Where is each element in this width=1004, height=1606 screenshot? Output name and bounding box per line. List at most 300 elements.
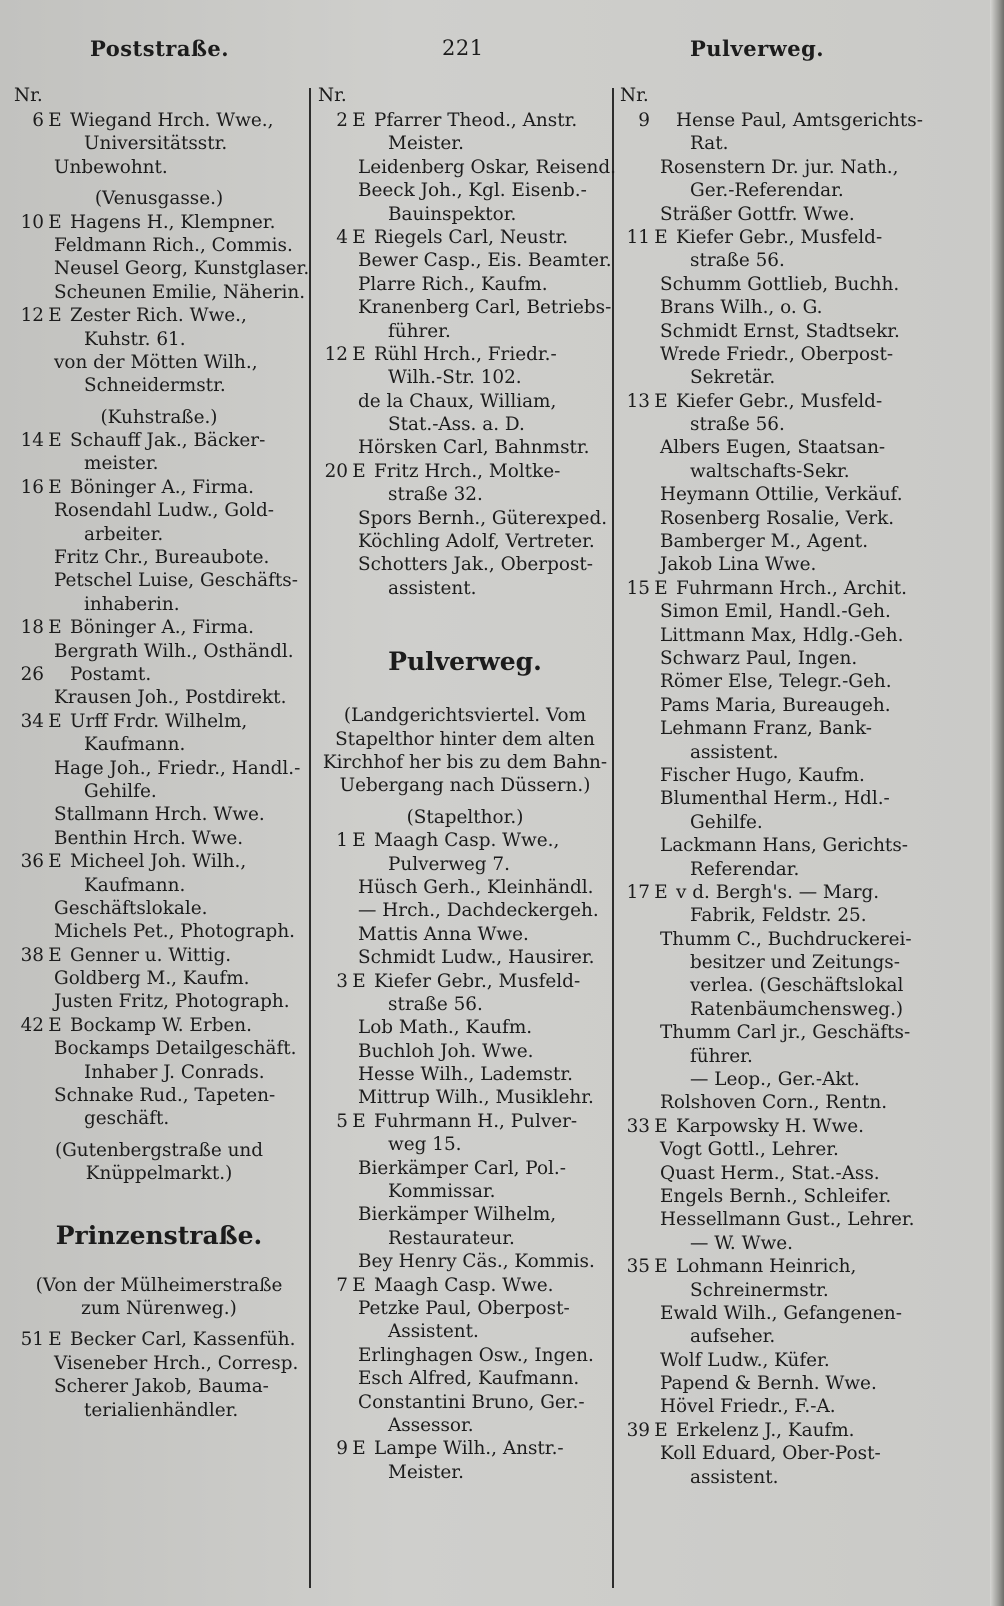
resident-name: Simon Emil, Handl.-Geh. bbox=[660, 601, 891, 623]
house-number: 7 bbox=[336, 1274, 348, 1296]
house-number: 9 bbox=[336, 1438, 348, 1460]
continuation-line: Kaufmann. bbox=[84, 734, 186, 756]
resident-name: Wiegand Hrch. Wwe., bbox=[70, 110, 274, 131]
owner-mark: E bbox=[48, 1329, 62, 1351]
continuation-line: Kuhstr. 61. bbox=[84, 328, 186, 350]
resident-name: Fuhrmann Hrch., Archit. bbox=[676, 577, 908, 599]
resident-line bbox=[318, 923, 612, 946]
resident-name: Fritz Hrch., Moltke- bbox=[374, 460, 561, 482]
house-number: 4 bbox=[336, 226, 348, 248]
resident-line bbox=[14, 156, 304, 179]
owner-mark: E bbox=[352, 830, 366, 852]
resident-line bbox=[620, 928, 920, 951]
resident-line bbox=[14, 827, 304, 850]
resident-line bbox=[14, 1375, 304, 1398]
house-number: 6 bbox=[32, 110, 44, 131]
resident-name: Hesse Wilh., Lademstr. bbox=[358, 1064, 573, 1086]
owner-mark: E bbox=[352, 1438, 366, 1460]
resident-name: Spors Bernh., Güterexped. bbox=[358, 507, 608, 529]
owner-mark: E bbox=[48, 1014, 62, 1036]
resident-line bbox=[318, 1203, 612, 1226]
owner-mark: E bbox=[654, 577, 668, 599]
resident-name: Schumm Gottlieb, Buchh. bbox=[660, 273, 900, 295]
resident-name: Leidenberg Oskar, Reisend. bbox=[358, 156, 617, 178]
resident-name: Littmann Max, Hdlg.-Geh. bbox=[660, 624, 904, 646]
continuation-line: Bauinspektor. bbox=[388, 203, 517, 225]
owner-mark: E bbox=[48, 617, 62, 639]
continuation-line: straße 56. bbox=[388, 993, 483, 1015]
owner-mark: E bbox=[48, 851, 62, 873]
resident-name: Lob Math., Kaufm. bbox=[358, 1017, 533, 1039]
resident-line bbox=[318, 1297, 612, 1320]
resident-line bbox=[318, 436, 612, 459]
resident-name: Rühl Hrch., Friedr.- bbox=[374, 343, 557, 365]
column-1 bbox=[14, 84, 310, 1422]
resident-name: Koll Eduard, Ober-Post- bbox=[660, 1443, 881, 1465]
page-header bbox=[90, 36, 854, 66]
owner-mark: E bbox=[352, 226, 366, 248]
owner-mark: E bbox=[654, 1419, 668, 1441]
house-number: 33 bbox=[626, 1115, 650, 1137]
continuation-line: Assessor. bbox=[388, 1414, 474, 1436]
resident-line bbox=[620, 694, 920, 717]
resident-name: Michels Pet., Photograph. bbox=[54, 921, 296, 943]
resident-name: Mittrup Wilh., Musiklehr. bbox=[358, 1087, 594, 1109]
continuation-line: Gehilfe. bbox=[690, 811, 763, 833]
resident-name: Neusel Georg, Kunstglaser. bbox=[54, 258, 310, 280]
resident-name: Scherer Jakob, Bauma- bbox=[54, 1376, 269, 1398]
house-number: 3 bbox=[336, 970, 348, 992]
resident-line bbox=[14, 1352, 304, 1375]
house-number: 51 bbox=[20, 1329, 44, 1351]
resident-name: Goldberg M., Kaufm. bbox=[54, 968, 250, 990]
house-entry bbox=[620, 577, 920, 600]
resident-line bbox=[318, 249, 612, 272]
resident-line bbox=[620, 624, 920, 647]
cross-street: Knüppelmarkt.) bbox=[85, 1163, 233, 1185]
house-entry bbox=[620, 881, 920, 904]
continuation-line: Restaurateur. bbox=[388, 1227, 515, 1249]
resident-name: Plarre Rich., Kaufm. bbox=[358, 273, 548, 295]
resident-line bbox=[318, 1063, 612, 1086]
resident-line bbox=[620, 273, 920, 296]
continuation-line: Fabrik, Feldstr. 25. bbox=[690, 905, 867, 927]
column-3 bbox=[620, 84, 923, 1489]
owner-mark: E bbox=[48, 476, 62, 498]
continuation-line: geschäft. bbox=[84, 1108, 170, 1130]
resident-name: Zester Rich. Wwe., bbox=[70, 305, 247, 327]
resident-line bbox=[318, 273, 612, 296]
resident-name: Pams Maria, Bureaugeh. bbox=[660, 694, 891, 716]
resident-line bbox=[14, 990, 304, 1013]
owner-mark: E bbox=[352, 1274, 366, 1296]
resident-line bbox=[620, 530, 920, 553]
resident-name: Rosenstern Dr. jur. Nath., bbox=[660, 156, 899, 178]
header-left-street: Poststraße. bbox=[90, 36, 230, 61]
resident-line bbox=[318, 507, 612, 530]
house-number: 12 bbox=[20, 305, 44, 327]
owner-mark: E bbox=[352, 343, 366, 365]
resident-name: Schnake Rud., Tapeten- bbox=[54, 1085, 276, 1107]
resident-name: Karpowsky H. Wwe. bbox=[676, 1115, 865, 1137]
column-2 bbox=[318, 84, 617, 1484]
cross-street: (Venusgasse.) bbox=[94, 188, 224, 210]
resident-name: Buchloh Joh. Wwe. bbox=[358, 1040, 534, 1062]
resident-name: Bockamp W. Erben. bbox=[70, 1014, 252, 1036]
continuation-line: Ger.-Referendar. bbox=[690, 180, 844, 202]
resident-line bbox=[620, 436, 920, 459]
house-number: 16 bbox=[20, 476, 44, 498]
resident-name: Vogt Gottl., Lehrer. bbox=[660, 1139, 839, 1161]
resident-name: Thumm Carl jr., Geschäfts- bbox=[660, 1022, 911, 1044]
continuation-line: assistent. bbox=[690, 741, 779, 763]
resident-line bbox=[620, 203, 920, 226]
resident-line bbox=[620, 320, 920, 343]
resident-name: Lohmann Heinrich, bbox=[676, 1256, 857, 1278]
resident-name: Mattis Anna Wwe. bbox=[358, 923, 529, 945]
resident-name: v d. Bergh's. — Marg. bbox=[676, 881, 880, 903]
resident-name: Köchling Adolf, Vertreter. bbox=[358, 531, 595, 553]
house-number: 9 bbox=[638, 110, 650, 131]
owner-mark: E bbox=[48, 211, 62, 233]
resident-line bbox=[318, 1367, 612, 1390]
section-description: Kirchhof her bis zu dem Bahn- bbox=[322, 751, 608, 773]
resident-name: Rolshoven Corn., Rentn. bbox=[660, 1092, 888, 1114]
resident-name: Genner u. Wittig. bbox=[70, 944, 232, 966]
resident-name: Pfarrer Theod., Anstr. bbox=[374, 110, 578, 131]
resident-line bbox=[620, 1208, 920, 1231]
resident-name: Ewald Wilh., Gefangenen- bbox=[660, 1302, 902, 1324]
cross-street: (Kuhstraße.) bbox=[100, 406, 218, 428]
house-number: 5 bbox=[336, 1110, 348, 1132]
resident-line bbox=[14, 897, 304, 920]
house-entry bbox=[14, 109, 304, 132]
resident-name: Fischer Hugo, Kaufm. bbox=[660, 764, 865, 786]
resident-name: Bierkämper Carl, Pol.- bbox=[358, 1157, 566, 1179]
house-number: 17 bbox=[626, 881, 650, 903]
cross-street: (Von der Mülheimerstraße bbox=[35, 1274, 283, 1296]
resident-name: Schmidt Ludw., Hausirer. bbox=[358, 947, 595, 969]
continuation-line: straße 56. bbox=[690, 250, 785, 272]
continuation-line: straße 56. bbox=[690, 414, 785, 436]
continuation-line: Meister. bbox=[388, 133, 464, 155]
owner-mark: E bbox=[654, 1115, 668, 1137]
resident-line bbox=[318, 156, 617, 179]
resident-name: Wrede Friedr., Oberpost- bbox=[660, 343, 894, 365]
resident-name: Schotters Jak., Oberpost- bbox=[358, 554, 593, 576]
resident-line bbox=[620, 1091, 920, 1114]
resident-line bbox=[14, 281, 304, 304]
resident-name: Bockamps Detailgeschäft. bbox=[54, 1038, 297, 1060]
house-entry bbox=[620, 1115, 920, 1138]
continuation-line: Kommissar. bbox=[388, 1181, 496, 1203]
resident-line bbox=[318, 530, 612, 553]
resident-line bbox=[14, 757, 304, 780]
house-entry bbox=[620, 1255, 920, 1278]
resident-name: Kranenberg Carl, Betriebs- bbox=[358, 297, 612, 319]
resident-line bbox=[620, 483, 920, 506]
resident-line bbox=[620, 717, 920, 740]
owner-mark: E bbox=[352, 1110, 366, 1132]
resident-line bbox=[620, 1138, 920, 1161]
continuation-line: Schneidermstr. bbox=[84, 375, 226, 397]
continuation-line: — Leop., Ger.-Akt. bbox=[690, 1069, 860, 1091]
continuation-line: assistent. bbox=[690, 1466, 779, 1488]
continuation-line: Sekretär. bbox=[690, 367, 776, 389]
house-entry bbox=[318, 970, 612, 993]
resident-line bbox=[14, 803, 304, 826]
spacer bbox=[318, 692, 612, 704]
resident-line bbox=[620, 670, 920, 693]
resident-line bbox=[620, 1442, 920, 1465]
house-entry bbox=[318, 109, 612, 132]
page-number: 221 bbox=[442, 36, 484, 60]
page-edge bbox=[990, 0, 1004, 1606]
house-entry bbox=[14, 710, 304, 733]
resident-name: von der Mötten Wilh., bbox=[54, 351, 258, 373]
house-entry bbox=[14, 211, 304, 234]
resident-name: Hövel Friedr., F.-A. bbox=[660, 1396, 836, 1418]
continuation-line: Rat. bbox=[690, 133, 729, 155]
continuation-line: waltschafts-Sekr. bbox=[690, 460, 850, 482]
spacer bbox=[318, 600, 612, 612]
resident-line bbox=[620, 1372, 920, 1395]
house-number: 20 bbox=[324, 460, 348, 482]
resident-name: Schmidt Ernst, Stadtsekr. bbox=[660, 320, 900, 342]
owner-mark: E bbox=[48, 305, 62, 327]
house-entry bbox=[318, 343, 612, 366]
house-entry bbox=[620, 226, 920, 249]
resident-name: de la Chaux, William, bbox=[358, 390, 557, 412]
resident-line bbox=[620, 764, 920, 787]
cross-street: (Stapelthor.) bbox=[406, 806, 524, 828]
house-entry bbox=[620, 109, 923, 132]
section-description: Stapelthor hinter dem alten bbox=[335, 728, 595, 750]
resident-name: Schauff Jak., Bäcker- bbox=[70, 430, 266, 452]
resident-name: Krausen Joh., Postdirekt. bbox=[54, 687, 287, 709]
resident-name: Wolf Ludw., Küfer. bbox=[660, 1349, 830, 1371]
resident-name: Petschel Luise, Geschäfts- bbox=[54, 570, 298, 592]
resident-name: Maagh Casp. Wwe., bbox=[374, 830, 560, 852]
section-heading: Prinzenstraße. bbox=[55, 1220, 263, 1250]
resident-name: Petzke Paul, Oberpost- bbox=[358, 1297, 570, 1319]
resident-line bbox=[318, 1391, 612, 1414]
resident-name: Postamt. bbox=[70, 663, 152, 685]
resident-line bbox=[318, 1344, 612, 1367]
house-number: 10 bbox=[20, 211, 44, 233]
resident-name: Constantini Bruno, Ger.- bbox=[358, 1391, 585, 1413]
resident-name: Hessellmann Gust., Lehrer. bbox=[660, 1209, 915, 1231]
continuation-line: verlea. (Geschäftslokal bbox=[690, 975, 904, 997]
column-rule-right bbox=[612, 88, 614, 1588]
resident-name: Scheunen Emilie, Näherin. bbox=[54, 281, 306, 303]
house-entry bbox=[14, 850, 304, 873]
resident-name: Brans Wilh., o. G. bbox=[660, 297, 823, 319]
resident-name: Hense Paul, Amtsgerichts- bbox=[676, 110, 923, 131]
resident-name: Lampe Wilh., Anstr.- bbox=[374, 1438, 564, 1460]
resident-line bbox=[318, 1040, 612, 1063]
resident-line bbox=[318, 899, 612, 922]
continuation-line: weg 15. bbox=[388, 1134, 462, 1156]
continuation-line: Wilh.-Str. 102. bbox=[388, 367, 522, 389]
owner-mark: E bbox=[654, 226, 668, 248]
resident-name: Micheel Joh. Wilh., bbox=[70, 851, 247, 873]
house-number: 11 bbox=[626, 226, 650, 248]
resident-name: Blumenthal Herm., Hdl.- bbox=[660, 788, 890, 810]
resident-line bbox=[318, 1086, 612, 1109]
resident-name: — Hrch., Dachdeckergeh. bbox=[358, 900, 599, 922]
continuation-line: Ratenbäumchensweg.) bbox=[690, 998, 904, 1020]
continuation-line: Pulverweg 7. bbox=[388, 853, 510, 875]
resident-name: Böninger A., Firma. bbox=[70, 476, 254, 498]
resident-name: Albers Eugen, Staatsan- bbox=[660, 437, 886, 459]
continuation-line: Stat.-Ass. a. D. bbox=[388, 414, 525, 436]
house-entry bbox=[318, 226, 612, 249]
owner-mark: E bbox=[352, 460, 366, 482]
resident-name: Heymann Ottilie, Verkäuf. bbox=[660, 484, 903, 506]
house-entry bbox=[14, 663, 304, 686]
resident-line bbox=[14, 546, 304, 569]
house-number: 18 bbox=[20, 617, 44, 639]
resident-name: Stallmann Hrch. Wwe. bbox=[54, 804, 265, 826]
resident-name: Böninger A., Firma. bbox=[70, 617, 254, 639]
resident-name: Römer Else, Telegr.-Geh. bbox=[660, 671, 892, 693]
house-number: 36 bbox=[20, 851, 44, 873]
resident-name: Sträßer Gottfr. Wwe. bbox=[660, 203, 855, 225]
resident-line bbox=[620, 1349, 920, 1372]
house-number: 34 bbox=[20, 710, 44, 732]
resident-name: Kiefer Gebr., Musfeld- bbox=[676, 226, 883, 248]
resident-line bbox=[318, 553, 612, 576]
owner-mark: E bbox=[654, 1256, 668, 1278]
resident-line bbox=[620, 296, 920, 319]
resident-name: Erkelenz J., Kaufm. bbox=[676, 1419, 855, 1441]
column-label-nr: Nr. bbox=[318, 85, 347, 106]
owner-mark: E bbox=[48, 430, 62, 452]
resident-name: Papend & Bernh. Wwe. bbox=[660, 1373, 877, 1395]
resident-line bbox=[14, 351, 304, 374]
resident-line bbox=[14, 1084, 304, 1107]
house-number: 13 bbox=[626, 390, 650, 412]
resident-line bbox=[620, 647, 920, 670]
resident-line bbox=[620, 1302, 920, 1325]
column-label-nr: Nr. bbox=[14, 85, 43, 106]
owner-mark: E bbox=[48, 110, 62, 131]
continuation-line: aufseher. bbox=[690, 1326, 776, 1348]
house-entry bbox=[318, 829, 612, 852]
resident-name: Beeck Joh., Kgl. Eisenb.- bbox=[358, 180, 587, 202]
resident-line bbox=[14, 499, 304, 522]
house-entry bbox=[318, 1274, 612, 1297]
owner-mark: E bbox=[352, 110, 366, 131]
resident-line bbox=[620, 507, 920, 530]
resident-line bbox=[14, 234, 304, 257]
resident-name: Kiefer Gebr., Musfeld- bbox=[374, 970, 581, 992]
resident-name: Viseneber Hrch., Corresp. bbox=[54, 1352, 299, 1374]
resident-line bbox=[620, 343, 920, 366]
resident-name: Justen Fritz, Photograph. bbox=[54, 991, 290, 1013]
resident-name: Lehmann Franz, Bank- bbox=[660, 718, 872, 740]
resident-line bbox=[318, 1016, 612, 1039]
house-number: 1 bbox=[336, 830, 348, 852]
owner-mark: E bbox=[352, 970, 366, 992]
resident-name: Thumm C., Buchdruckerei- bbox=[660, 928, 912, 950]
resident-name: Bierkämper Wilhelm, bbox=[358, 1204, 557, 1226]
resident-name: Fuhrmann H., Pulver- bbox=[374, 1110, 578, 1132]
continuation-line: führer. bbox=[690, 1045, 753, 1067]
house-entry bbox=[14, 1328, 304, 1351]
continuation-line: Kaufmann. bbox=[84, 874, 186, 896]
header-right-street: Pulverweg. bbox=[690, 36, 825, 61]
resident-name: Kiefer Gebr., Musfeld- bbox=[676, 390, 883, 412]
resident-name: Urff Frdr. Wilhelm, bbox=[70, 710, 248, 732]
house-entry bbox=[620, 390, 920, 413]
resident-line bbox=[318, 390, 612, 413]
resident-name: Hörsken Carl, Bahnmstr. bbox=[358, 437, 590, 459]
resident-name: Becker Carl, Kassenfüh. bbox=[70, 1329, 296, 1351]
resident-line bbox=[318, 876, 612, 899]
continuation-line: straße 32. bbox=[388, 484, 483, 506]
resident-name: Riegels Carl, Neustr. bbox=[374, 226, 569, 248]
house-entry bbox=[14, 1014, 304, 1037]
resident-line bbox=[620, 1162, 920, 1185]
house-number: 15 bbox=[626, 577, 650, 599]
resident-line bbox=[620, 834, 920, 857]
resident-name: Unbewohnt. bbox=[54, 156, 168, 178]
house-number: 26 bbox=[20, 663, 44, 685]
continuation-line: Gehilfe. bbox=[84, 780, 157, 802]
cross-street: (Gutenbergstraße und bbox=[54, 1139, 264, 1161]
house-entry bbox=[14, 429, 304, 452]
resident-name: Bey Henry Cäs., Kommis. bbox=[358, 1251, 595, 1273]
house-entry bbox=[318, 460, 612, 483]
resident-line bbox=[620, 553, 920, 576]
section-description: Uebergang nach Düssern.) bbox=[339, 775, 591, 797]
house-number: 14 bbox=[20, 430, 44, 452]
resident-name: Hage Joh., Friedr., Handl.- bbox=[54, 757, 301, 779]
house-number: 35 bbox=[626, 1256, 650, 1278]
continuation-line: Schreinermstr. bbox=[690, 1279, 829, 1301]
house-entry bbox=[620, 1419, 920, 1442]
continuation-line: Assistent. bbox=[388, 1321, 479, 1343]
resident-line bbox=[318, 179, 612, 202]
cross-street: zum Nürenweg.) bbox=[81, 1297, 237, 1319]
resident-name: Hüsch Gerh., Kleinhändl. bbox=[358, 876, 594, 898]
resident-line bbox=[14, 257, 310, 280]
resident-name: Bamberger M., Agent. bbox=[660, 531, 869, 553]
resident-line bbox=[14, 920, 304, 943]
continuation-line: besitzer und Zeitungs- bbox=[690, 952, 900, 974]
resident-name: Benthin Hrch. Wwe. bbox=[54, 827, 244, 849]
resident-line bbox=[318, 296, 612, 319]
resident-name: Bergrath Wilh., Osthändl. bbox=[54, 640, 294, 662]
resident-name: Bewer Casp., Eis. Beamter. bbox=[358, 250, 612, 272]
resident-line bbox=[14, 967, 304, 990]
resident-line bbox=[620, 1185, 920, 1208]
resident-line bbox=[14, 686, 304, 709]
owner-mark: E bbox=[48, 944, 62, 966]
resident-line bbox=[318, 1250, 612, 1273]
resident-name: Hagens H., Klempner. bbox=[70, 211, 276, 233]
resident-line bbox=[14, 640, 304, 663]
continuation-line: — W. Wwe. bbox=[690, 1232, 793, 1254]
house-entry bbox=[14, 476, 304, 499]
resident-line bbox=[620, 156, 920, 179]
column-label-nr: Nr. bbox=[620, 85, 649, 106]
resident-line bbox=[14, 569, 304, 592]
resident-name: Schwarz Paul, Ingen. bbox=[660, 647, 858, 669]
section-heading: Pulverweg. bbox=[388, 647, 542, 677]
